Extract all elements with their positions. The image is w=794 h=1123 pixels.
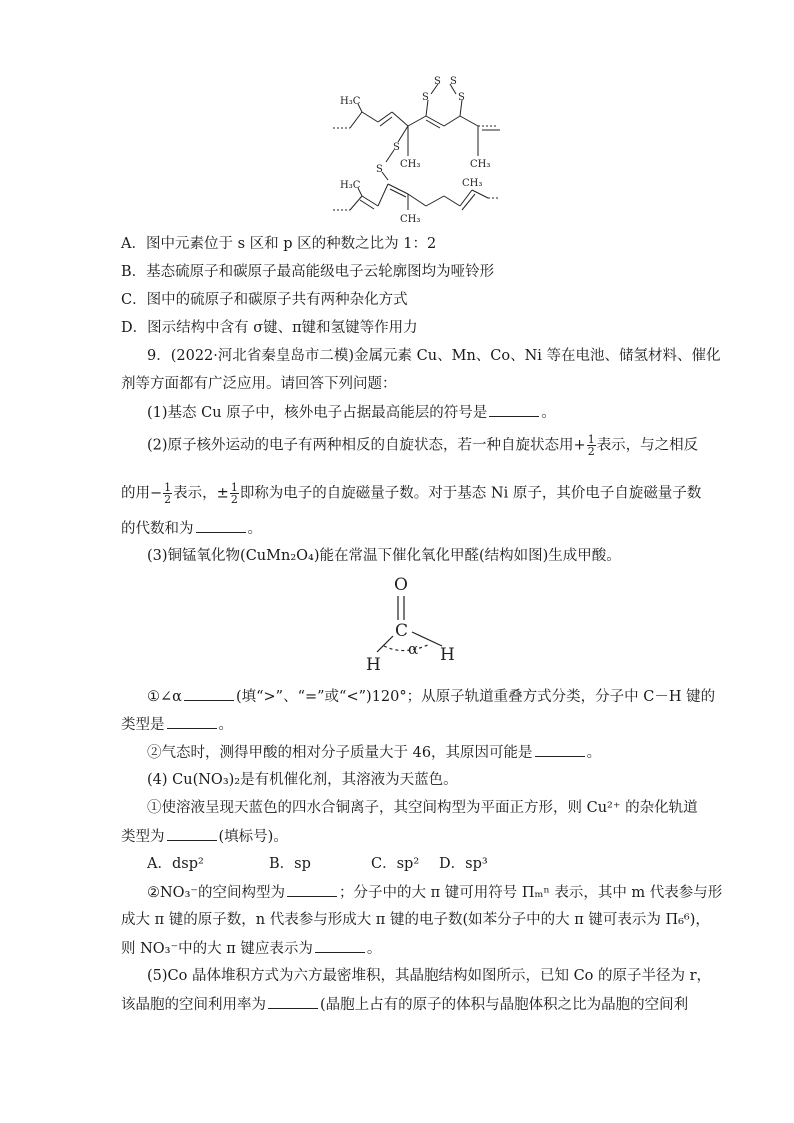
text: 即称为电子的自旋磁量子数。对于基态 Ni 原子，其价电子自旋磁量子数 [239,485,702,502]
text: ②NO₃⁻的空间构型为 [147,885,286,901]
q9-part4-1: ①使溶液呈现天蓝色的四水合铜离子，其空间构型为平面正方形，则 Cu²⁺ 的杂化轨道 [147,800,698,816]
text: 。 [218,717,233,733]
text: 。 [586,745,602,761]
text: 类型为 [121,829,165,845]
option-8b: B．基态硫原子和碳原子最高能级电子云轮廓图均为哑铃形 [121,264,495,280]
option-a: A．dsp² [147,856,204,872]
text: 表示，与之相反 [596,437,699,454]
option-b: B．sp [269,856,311,872]
atom-h-left: H [366,655,381,675]
q9-part3-1-cont [121,714,233,735]
mol-label: CH₃ [400,159,421,170]
text: 的用− [121,485,163,502]
q9-part3: (3)铜锰氧化物(CuMn₂O₄)能在常温下催化氧化甲醛(结构如图)生成甲酸。 [147,548,621,564]
option-8d: D．图示结构中含有 σ键、π键和氢键等作用力 [121,320,418,336]
q9-part2-cont [121,482,701,505]
q9-intro: 9．(2022·河北省秦皇岛市二模)金属元素 Cu、Mn、Co、Ni 等在电池、储氢材料、催化 [147,348,721,364]
q9-part3-2 [147,742,601,763]
answer-blank[interactable] [535,742,585,757]
option-d: D．sp³ [439,856,488,872]
fraction [587,434,596,457]
fraction-denominator: 2 [164,493,172,506]
q9-part4-2-end [121,938,381,959]
text: ①∠α [147,689,182,705]
answer-blank[interactable] [167,826,217,841]
q9-part4: (4) Cu(NO₃)₂是有机催化剂，其溶液为天蓝色。 [147,772,458,788]
fraction-numerator: 1 [230,481,238,494]
fraction-numerator: 1 [587,433,595,446]
q9-part4-2-cont: 成大 π 键的原子数，n 代表参与形成大 π 键的电子数(如苯分子中的大 π 键可表示为 Π₆⁶)， [121,912,710,928]
q9-part5: (5)Co 晶体堆积方式为六方最密堆积，其晶胞结构如图所示，已知 Co 的原子半径为 r， [147,968,712,984]
text: (填标号)。 [218,829,288,845]
molecule-figure [0,0,794,230]
answer-blank[interactable] [315,938,365,953]
mol-label: S [422,92,429,103]
fraction [230,482,239,505]
answer-blank[interactable] [287,882,337,897]
mol-label: S [450,76,457,87]
option-8c: C．图中的硫原子和碳原子共有两种杂化方式 [121,292,408,308]
angle-alpha: α [408,640,419,658]
atom-h-right: H [440,645,455,665]
q9-part4-options [147,854,488,874]
mol-label: S [376,164,383,175]
q9-part4-1-cont [121,826,288,847]
answer-blank[interactable] [184,686,234,701]
text: ；分子中的大 π 键可用符号 Πₘⁿ 表示，其中 m 代表参与形 [339,885,723,901]
mol-label: S [393,142,400,153]
text: (1)基态 Cu 原子中，核外电子占据最高能层的符号是 [147,405,488,421]
text: (2)原子核外运动的电子有两种相反的自旋状态，若一种自旋状态用+ [147,437,586,454]
option-c: C．sp² [371,856,420,872]
q9-part4-2 [147,882,722,903]
text: 。 [366,941,382,957]
q9-part2-end [121,518,262,539]
atom-c: C [395,621,409,641]
mol-label: CH₃ [462,178,483,189]
fraction-denominator: 2 [230,493,238,506]
text: ②气态时，测得甲酸的相对分子质量大于 46，其原因可能是 [147,745,533,761]
text: 该晶胞的空间利用率为 [121,997,266,1013]
mol-label: CH₃ [470,159,491,170]
fraction-numerator: 1 [164,481,172,494]
q9-part2 [147,434,698,457]
atom-o: O [394,575,408,595]
answer-blank[interactable] [167,714,217,729]
mol-label: CH₃ [400,214,421,225]
fraction-denominator: 2 [587,445,595,458]
text: 则 NO₃⁻中的大 π 键应表示为 [121,941,313,957]
q9-intro-cont: 剂等方面都有广泛应用。请回答下列问题： [121,376,397,392]
mol-label: S [434,76,441,87]
answer-blank[interactable] [196,518,246,533]
text: 类型是 [121,717,165,733]
text: 。 [247,521,262,537]
answer-blank[interactable] [268,994,318,1009]
fraction [163,482,172,505]
answer-blank[interactable] [489,402,539,417]
text: (填“>”、“=”或“<”)120°；从原子轨道重叠方式分类，分子中 C－H 键的 [235,689,716,705]
text: (晶胞上占有的原子的体积与晶胞体积之比为晶胞的空间利 [320,997,689,1013]
text: 表示，± [173,485,229,502]
q9-part5-cont [121,994,688,1015]
q9-part1 [147,402,556,423]
mol-label: H₃C [340,180,361,191]
mol-label: H₃C [340,96,361,107]
option-8a: A．图中元素位于 s 区和 p 区的种数之比为 1：2 [121,236,437,252]
text: 的代数和为 [121,521,194,537]
mol-label: S [458,92,465,103]
text: 。 [541,405,556,421]
formaldehyde-figure [0,570,794,680]
q9-part3-1 [147,686,715,707]
